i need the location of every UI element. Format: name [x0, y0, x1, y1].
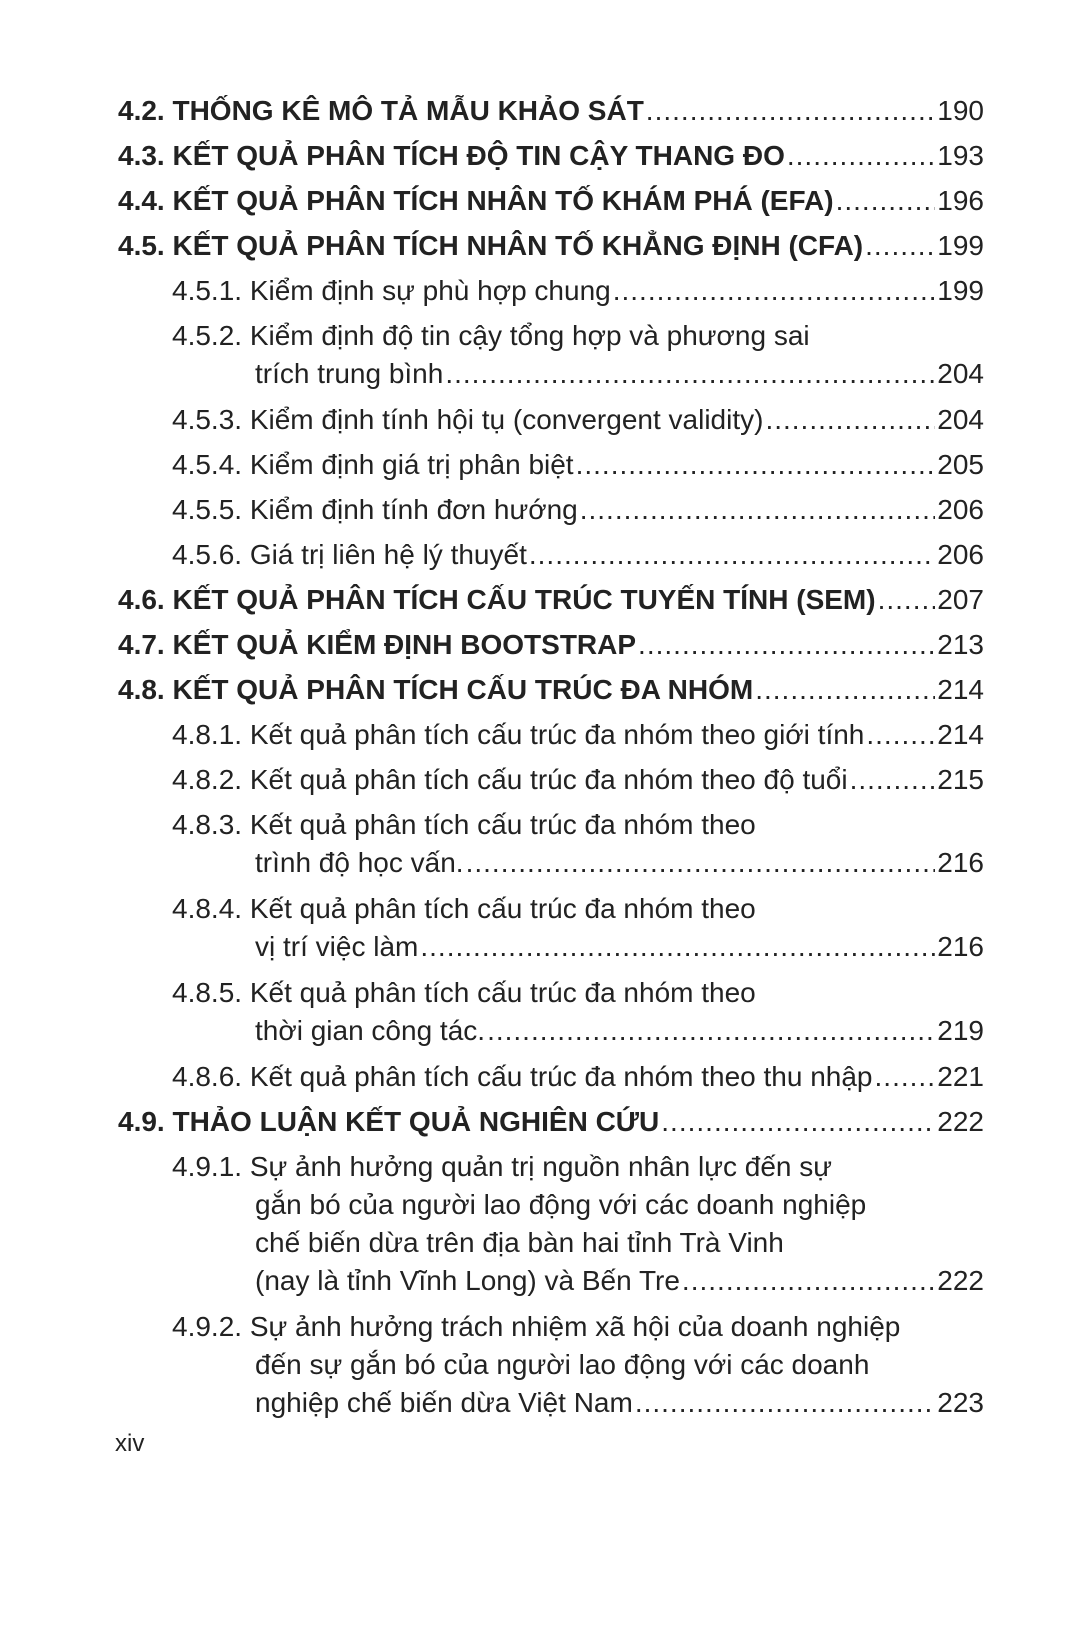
- toc-entry[interactable]: [118, 88, 984, 133]
- toc-entry-title: 4.8.1. Kết quả phân tích cấu trúc đa nhóm theo giới tính: [172, 719, 865, 750]
- leader-dots: [646, 88, 935, 133]
- toc-subentry[interactable]: [118, 532, 984, 577]
- toc-entry-title: 4.8.6. Kết quả phân tích cấu trúc đa nhóm theo thu nhập: [172, 1061, 873, 1092]
- toc-entry-title-continued: vị trí việc làm: [255, 931, 419, 962]
- toc-entry-page: 196: [937, 185, 984, 216]
- toc-entry-page: 207: [937, 584, 984, 615]
- leader-dots: [445, 355, 935, 393]
- toc-entry-title: 4.2. THỐNG KÊ MÔ TẢ MẪU KHẢO SÁT: [118, 95, 644, 126]
- toc-entry-page: 206: [937, 539, 984, 570]
- toc-subentry[interactable]: [118, 442, 984, 487]
- toc-entry-title-continued: trích trung bình: [255, 358, 444, 389]
- leader-dots: [865, 223, 935, 268]
- leader-dots: [866, 712, 935, 757]
- toc-subentry[interactable]: [118, 1304, 984, 1426]
- toc-entry-title: 4.5.5. Kiểm định tính đơn hướng: [172, 494, 578, 525]
- toc-entry[interactable]: [118, 1099, 984, 1144]
- toc-entry-page: 190: [937, 95, 984, 126]
- toc-entry-page: 222: [937, 1106, 984, 1137]
- leader-dots: [765, 397, 935, 442]
- leader-dots: [635, 1384, 935, 1422]
- toc-subentry[interactable]: [118, 886, 984, 970]
- toc-entry-title-continued: đến sự gắn bó của người lao động với các doanh: [255, 1349, 870, 1380]
- toc-entry-title-continued: thời gian công tác.: [255, 1015, 486, 1046]
- toc-entry-page: 221: [937, 1061, 984, 1092]
- toc-entry-title: 4.8.3. Kết quả phân tích cấu trúc đa nhóm theo: [172, 809, 756, 840]
- leader-dots: [787, 133, 935, 178]
- toc-entry-page: 216: [937, 931, 984, 962]
- toc-entry-page: 206: [937, 494, 984, 525]
- toc-entry-title: 4.4. KẾT QUẢ PHÂN TÍCH NHÂN TỐ KHÁM PHÁ (EFA): [118, 185, 834, 216]
- toc-entry-title: 4.5.4. Kiểm định giá trị phân biệt: [172, 449, 574, 480]
- table-of-contents: [118, 88, 984, 1426]
- leader-dots: [875, 1054, 936, 1099]
- toc-entry-page: 216: [937, 847, 984, 878]
- toc-entry-page: 199: [937, 230, 984, 261]
- toc-entry-title: 4.9.2. Sự ảnh hưởng trách nhiệm xã hội của doanh nghiệp: [172, 1311, 901, 1342]
- toc-entry[interactable]: [118, 133, 984, 178]
- toc-entry-title: 4.5.2. Kiểm định độ tin cậy tổng hợp và phương sai: [172, 320, 810, 351]
- toc-subentry[interactable]: [118, 1054, 984, 1099]
- toc-entry-title: 4.8.2. Kết quả phân tích cấu trúc đa nhóm theo độ tuổi: [172, 764, 848, 795]
- toc-entry-title: 4.7. KẾT QUẢ KIỂM ĐỊNH BOOTSTRAP: [118, 629, 637, 660]
- toc-entry-page: 213: [937, 629, 984, 660]
- toc-entry-page: 215: [937, 764, 984, 795]
- toc-entry-title: 4.3. KẾT QUẢ PHÂN TÍCH ĐỘ TIN CẬY THANG ĐO: [118, 140, 785, 171]
- toc-entry-title-continued: (nay là tỉnh Vĩnh Long) và Bến Tre: [255, 1265, 680, 1296]
- toc-entry[interactable]: [118, 577, 984, 622]
- leader-dots: [613, 268, 936, 313]
- leader-dots: [661, 1099, 935, 1144]
- toc-entry-title-continued: trình độ học vấn.: [255, 847, 464, 878]
- toc-subentry[interactable]: [118, 757, 984, 802]
- toc-entry-title-continued: chế biến dừa trên địa bàn hai tỉnh Trà Vinh: [255, 1227, 784, 1258]
- leader-dots: [487, 1012, 935, 1050]
- leader-dots: [755, 667, 935, 712]
- toc-entry-title: 4.9. THẢO LUẬN KẾT QUẢ NGHIÊN CỨU: [118, 1106, 660, 1137]
- toc-subentry[interactable]: [118, 313, 984, 397]
- toc-subentry[interactable]: [118, 1144, 984, 1304]
- toc-entry-title: 4.5.3. Kiểm định tính hội tụ (convergent validity): [172, 404, 764, 435]
- toc-entry-title: 4.8.4. Kết quả phân tích cấu trúc đa nhóm theo: [172, 893, 756, 924]
- toc-subentry[interactable]: [118, 970, 984, 1054]
- toc-entry-title-continued: gắn bó của người lao động với các doanh nghiệp: [255, 1189, 867, 1220]
- toc-subentry[interactable]: [118, 712, 984, 757]
- toc-entry-title: 4.5.1. Kiểm định sự phù hợp chung: [172, 275, 611, 306]
- toc-subentry[interactable]: [118, 397, 984, 442]
- leader-dots: [529, 532, 935, 577]
- leader-dots: [420, 928, 935, 966]
- leader-dots: [850, 757, 936, 802]
- toc-entry[interactable]: [118, 667, 984, 712]
- leader-dots: [638, 622, 935, 667]
- toc-subentry[interactable]: [118, 802, 984, 886]
- toc-subentry[interactable]: [118, 487, 984, 532]
- toc-entry-page: 193: [937, 140, 984, 171]
- toc-entry-title: 4.8.5. Kết quả phân tích cấu trúc đa nhóm theo: [172, 977, 756, 1008]
- leader-dots: [878, 577, 936, 622]
- toc-entry-page: 223: [937, 1387, 984, 1418]
- leader-dots: [580, 487, 936, 532]
- toc-entry-page: 204: [937, 358, 984, 389]
- toc-entry-title: 4.6. KẾT QUẢ PHÂN TÍCH CẤU TRÚC TUYẾN TÍNH (SEM): [118, 584, 876, 615]
- toc-entry-page: 214: [937, 674, 984, 705]
- toc-entry-title: 4.8. KẾT QUẢ PHÂN TÍCH CẤU TRÚC ĐA NHÓM: [118, 674, 754, 705]
- leader-dots: [576, 442, 936, 487]
- toc-entry-title-continued: nghiệp chế biến dừa Việt Nam: [255, 1387, 633, 1418]
- toc-entry-page: 219: [937, 1015, 984, 1046]
- leader-dots: [466, 844, 936, 882]
- page-number: xiv: [115, 1430, 145, 1457]
- toc-entry-title: 4.5. KẾT QUẢ PHÂN TÍCH NHÂN TỐ KHẲNG ĐỊNH (CFA): [118, 230, 864, 261]
- toc-entry[interactable]: [118, 223, 984, 268]
- toc-entry[interactable]: [118, 622, 984, 667]
- toc-entry-title: 4.9.1. Sự ảnh hưởng quản trị nguồn nhân lực đến sự: [172, 1151, 832, 1182]
- toc-entry-page: 199: [937, 275, 984, 306]
- toc-entry-page: 205: [937, 449, 984, 480]
- toc-entry-page: 214: [937, 719, 984, 750]
- leader-dots: [682, 1262, 935, 1300]
- toc-entry-page: 204: [937, 404, 984, 435]
- toc-entry-page: 222: [937, 1265, 984, 1296]
- toc-entry[interactable]: [118, 178, 984, 223]
- leader-dots: [836, 178, 936, 223]
- toc-entry-title: 4.5.6. Giá trị liên hệ lý thuyết: [172, 539, 527, 570]
- toc-subentry[interactable]: [118, 268, 984, 313]
